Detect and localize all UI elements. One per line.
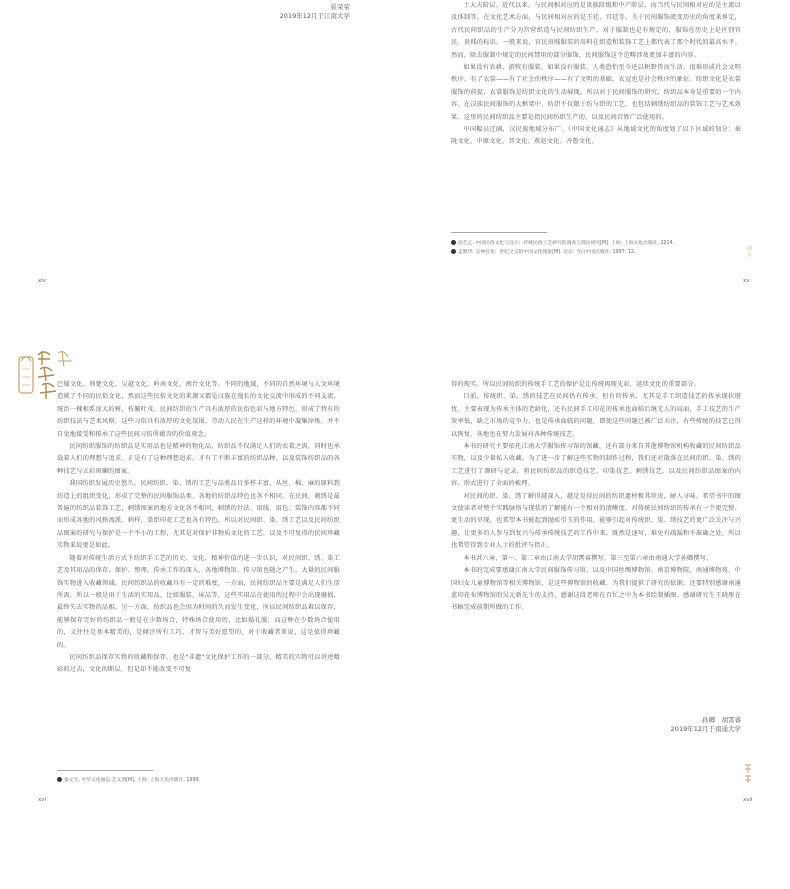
signature-name: 孙卿 胡霄睿 — [702, 716, 741, 724]
footnotes — [451, 240, 741, 257]
paragraph: 对民间的织、染、绣了解得越深入，越是觉得民间的纺织遗材极其珍贵，耐人寻味。希望书中的图文使读者对整个实践脉络与现状的了解能有一个相对的清晰度。对传统民间纺织的传承有一个更完整、更生动的呈现，也希望本书能起到抛砖引玉的作用，能够引起对传统织、染、绣技艺的更广泛关注与兴趣，让更多的人参与到复兴与传承传统技艺的工作中来。既然是速写，难免有疏漏和不准确之处，所以也希望得到专业人士的批评与指正。 — [451, 492, 741, 550]
footnote: 秦文生. 中华文化通志·艺文典[M]. 上海: 上海人民出版社, 1999. — [57, 777, 340, 786]
paragraph: 士大夫阶层。近代以来，与民间相对应的是贵族阶级和中产阶层，而当代与民间相对应的是主流以及体制等。在文化艺术方面，与民间相对应的是王廷、宫廷等。关于民间服饰流变历史的角度来界定，古代民间织品的生产分为宫营织造与民间纺织生产，对于服制也是有规定的，服饰在历史上是区别官民、贵贱的标识。一般来说，官民贵贱服装的用料在织造和装饰工艺上都代表了那个时代的最高水平。然而，除去服制中规定的民间禁用的部分服饰，民间服饰这个范畴涉及更加丰富的内容。 — [451, 2, 741, 59]
signature-block — [595, 715, 741, 733]
page-number: xv — [743, 278, 750, 284]
body-text — [451, 379, 741, 615]
paragraph: 中国幅员辽阔，汉民族地域分布广。《中国文化通志》从地域文化的角度划了以下区域的划分：秦陇文化、中原文化、晋文化、燕赵文化、齐鲁文化、 — [451, 126, 741, 146]
spread-bottom — [0, 381, 790, 885]
page-xvii — [395, 381, 790, 885]
paragraph: 民间纺织服饰的纺织品是实用品也是精神的物化品，纺织品不仅满足人们的衣着之需，同时也承载着人们的理想与追求。正是有了这种理想追求，才有了不断丰富的纺织品种，以及装饰纺织品的各种技艺与五彩斑斓的图案。 — [57, 443, 340, 475]
footnote-marker-icon — [57, 777, 62, 782]
paragraph: 本书共六章，第一、第二章由江南大学胡霄睿撰写，第三至第六章由南通大学孙卿撰写。 — [463, 554, 713, 562]
signature-date: 2019年12月于南通大学 — [670, 725, 741, 733]
footnote-rule — [451, 232, 547, 233]
signature-block — [200, 2, 350, 20]
page-number: xiv — [38, 278, 47, 284]
edge-label: 前言 — [747, 246, 753, 258]
page-number: xvi — [38, 797, 47, 803]
paragraph: 本书的研究主要依托江南大学服饰传习馆的馆藏，还有部分来自其他博物馆机构收藏的民间纺织品实物，以及少量私人收藏。为了进一步了解这些实物的制作过程，我们还对散落在民间的织、染、绣的工艺进行了调研与记录，将民间纺织品的织造技艺、印染技艺、刺绣技艺，以及民间纺织品图案的内容、形式进行了全面的梳理。 — [451, 443, 741, 488]
paragraph: 目前，传统织、染、绣的技艺在民间仍有传承，但有的传承，尤其是手工织造技艺的传承现状堪忧。主要表现为传承主体的老龄化，还有民间手工印花的传承也面临后继无人的局面，手工技艺的生产效率低，缺乏市场的竞争力，也是传承面临的问题，即使这些问题已被广泛关注，有些传统的技艺已得以恢复，各地也在努力发展对各种传统技艺。 — [451, 393, 741, 438]
paragraph: 巴蜀文化、荆楚文化、吴越文化、岭南文化、闽台文化等。不同的地域，不同的自然环境与人文环境造就了不同的民俗文化，然而这些民俗文化的来源又都是汉族在漫长的文化交流中形成的不同支流，统治一棵根系庞大的树，枝繁叶茂。民间纺织的生产具有浓厚的民俗色彩与地方特色，形成了特有的纺织技法与艺术风格，这些习俗具有浓厚的文化氛围，劳动人民在生产这样的环境中凝集淬炼，并不自觉地接受和传承了这些民间习俗所蕴含的价值观念。 — [57, 381, 340, 438]
paragraph: 我国纺织发展历史悠久，民间纺织、染、绣的工艺与品类品目多样丰富，从丝、棉、麻的原料到纺造上的组织变化，形成了完整的民间服饰品类，各地的纺织品特色也各不相同。在民间，刺绣是最普遍的纺织品装饰工艺，刺绣图案的地方文化各不相同，刺绣的针法、用线、用色、装饰内容都不同而形成各地的风格流派。刺样，染织印花工艺也各有特色，所以对民间织、染、绣工艺以及民间纺织品图案的研究与保护是一个不小的工程，尤其是对保护非物质文化的工艺，以及不可复得的民间珍藏实物来说更是如此。 — [57, 480, 340, 550]
paragraph: 得的现实。所以民间纺织的传统手工艺的保护是让传统再现光彩，延续文化的重要部分。 — [451, 381, 701, 388]
page-xv — [395, 0, 790, 440]
signature-name: 崔荣荣 — [330, 3, 350, 11]
spread-top — [0, 0, 790, 440]
page-number: xvii — [743, 797, 753, 803]
footnote-marker-icon — [451, 240, 456, 245]
paragraph: 本书的完成要感谢江南大学民间服饰传习馆，以及中国丝绸博物馆、南京博物院、南通博物苑、中国妇女儿童博物馆等相关博物馆，是这些博物馆的收藏，为我们提供了研究的依据，还要特别感谢南通蓝印花布博物馆的吴元新先生的支持，感谢这段老师在百忙之中为本书绘制插图。感谢研究生王晓彤在书稿完成前期所做的工作。 — [451, 567, 741, 612]
paragraph: 如果没有农耕、游牧有服装，如果没有服装，人类恐怕至今还以树野兽而生活，很难形成社会文明秩序。有了衣裳——有了社会的秩序——有了文明的基础，衣冠也是社会秩序的象征。纺织文化是衣裳服饰的前提，衣裳服饰是纺织文化的生动展现。所以对于民间服饰的研究，纺织品本身是重要的一个内容。在汉族民间服饰的大框架中，纺织不仅限于纺与织的工艺，也包括刺绣纺织品的装饰工艺与艺术效果。这里的民间纺织品主要是指民间纺织生产的，以及民间百姓广泛使用的。 — [451, 64, 741, 121]
footnote: 徐艺乙. 中国民俗文化与设计：传统民俗工艺研究的调查与理论研究[M]. 上海: 上海文化出版社, 2014. — [451, 240, 741, 249]
footnote-rule — [57, 770, 153, 771]
signature-date: 2019年12月于江南大学 — [279, 12, 350, 20]
page-xvi — [0, 381, 395, 885]
ornament-icon — [743, 763, 753, 785]
paragraph: 随着对传统生活方式下纺织手工艺的历史、文化、精神价值的进一步认识，对民间织、绣、染工艺及其用品的保存、保护、整理、传承工作的深入，各地博物馆、传习馆也随之产生，大量的民间服饰实物进入收藏领域。民间纺织品的收藏具有一定的难度，一方面，民间纺织品主要是满足人们生活所需，所以一般是用于生活的实用品，比如服装、床品等，这些实用品在使用的过程中会出现磨损，最终失去实物的品相。另一方面，纺织品也会因为时间的久而发生变化，所以民间纺织品难以保存，能够保存完好的纺织品一般是在少数场合，特殊场合使用的，比如婚礼服，而这种在少数场合使用的，又往往是基本精美的，是倾注所有工巧、才智与美好愿望的，对于收藏者来说，这是值得珍藏的。 — [57, 554, 340, 649]
footnote-marker-icon — [451, 249, 456, 254]
body-text — [451, 0, 741, 149]
paragraph: 民间纺织品保存实物的收藏和保存，也是"非遗"文化保护工作的一部分。精美的实物可以讲述精彩的过去，文化的断层，但是却不能改变不可复 — [57, 653, 340, 674]
footnote: 孟繁华. 众神狂欢：世纪之交的中国文化现象[M]. 北京: 今日中国出版社, 1997: 12. — [451, 249, 741, 258]
body-text — [57, 379, 340, 677]
footnotes — [57, 777, 340, 786]
